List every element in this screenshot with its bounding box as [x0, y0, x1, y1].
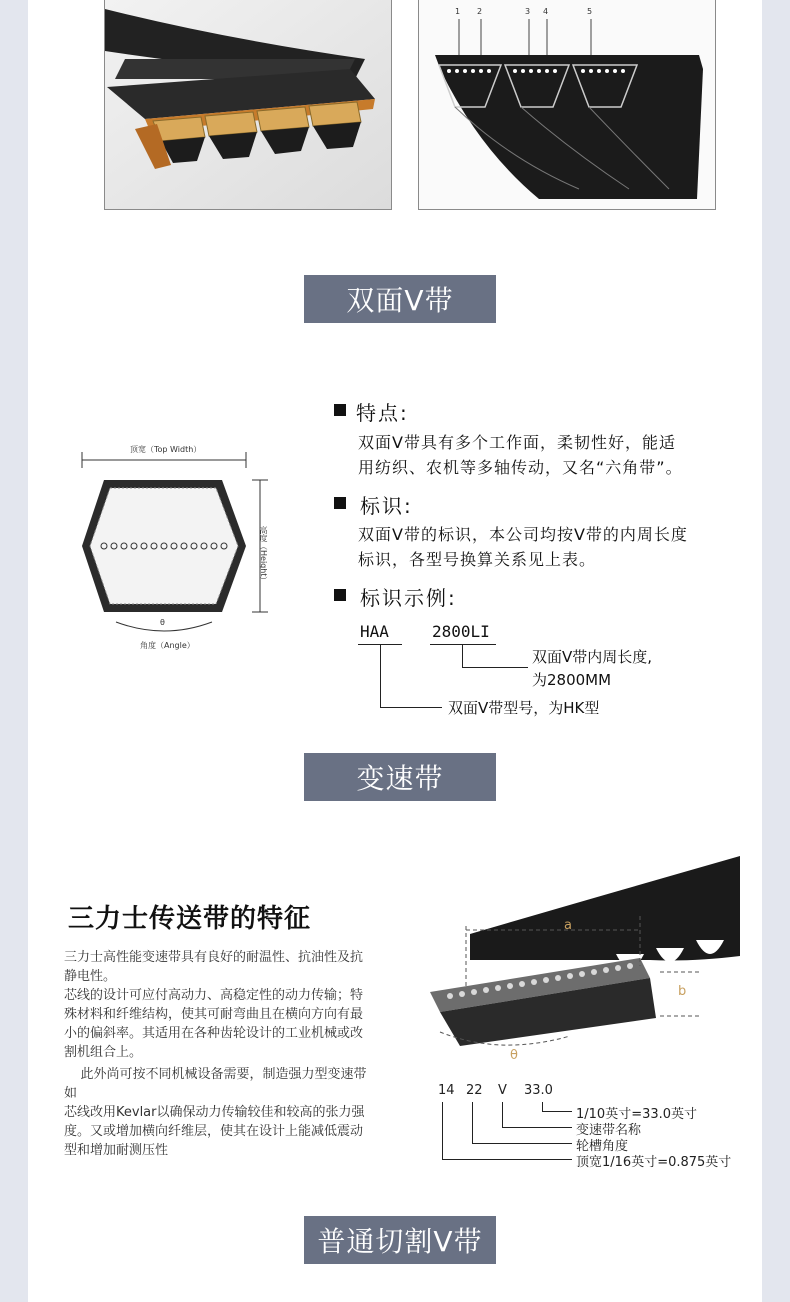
example-code-type: HAA: [360, 622, 389, 641]
example-ann-length-1: 双面V带内周长度,: [532, 648, 653, 666]
cross-section-label-4: 4: [543, 7, 549, 16]
vs-ann-4: 顶宽1/16英寸=0.875英寸: [576, 1155, 732, 1170]
sanlishi-line-5: 小的偏斜率。其适用在各种齿轮设计的工业机械或改: [64, 1026, 364, 1041]
vs-code-33: 33.0: [524, 1083, 553, 1098]
cross-section-label-1: 1: [455, 7, 461, 16]
features-line-1: 双面V带具有多个工作面，柔韧性好，能适: [358, 433, 676, 452]
vs-ann-3: 轮槽角度: [576, 1139, 629, 1154]
example-connector-length-h: [462, 667, 528, 668]
hex-height-label: 高度（Height）: [259, 526, 268, 585]
vs-label-theta: θ: [510, 1048, 518, 1063]
vs-code-14: 14: [438, 1083, 455, 1098]
example-underline-length: [430, 644, 496, 645]
marking-line-1: 双面V带的标识，本公司均按V带的内周长度: [358, 525, 688, 544]
section-banner-double-v: 双面V带: [304, 275, 496, 323]
vs-connector-4-v: [442, 1102, 443, 1160]
variable-speed-belt-diagram: [400, 856, 744, 1076]
vs-connector-2-h: [502, 1127, 572, 1128]
bullet-square-features: [334, 404, 346, 416]
example-title: 标识示例:: [360, 586, 457, 610]
cross-section-label-2: 2: [477, 7, 483, 16]
section-banner-variable-speed: 变速带: [304, 753, 496, 801]
sanlishi-line-6: 割机组合上。: [64, 1045, 143, 1060]
marking-title: 标识:: [360, 494, 413, 518]
sanlishi-line-10: 度。又或增加横向纤维层，使其在设计上能减低震动: [64, 1124, 364, 1139]
features-line-2: 用纺织、农机等多轴传动，又名“六角带”。: [358, 458, 683, 477]
hex-top-width-label: 顶宽（Top Width）: [130, 445, 202, 454]
hex-angle-label: 角度（Angle）: [140, 641, 195, 650]
sanlishi-line-2: 静电性。: [64, 969, 117, 984]
vs-connector-3-v: [472, 1102, 473, 1144]
bullet-square-marking: [334, 497, 346, 509]
vs-ann-1: 1/10英寸=33.0英寸: [576, 1107, 698, 1122]
sanlishi-line-7: 此外尚可按不同机械设备需要，制造强力型变速带: [64, 1067, 367, 1082]
example-ann-length-2: 为2800MM: [532, 671, 612, 689]
sanlishi-line-8: 如: [64, 1086, 78, 1101]
banded-belt-illustration: [105, 0, 391, 209]
banded-belt-photo: [104, 0, 392, 210]
sanlishi-line-11: 型和增加耐测压性: [64, 1143, 169, 1158]
hex-cross-section: [76, 436, 280, 656]
sanlishi-line-3: 芯线的设计可应付高动力、高稳定性的动力传输；特: [64, 988, 364, 1003]
example-code-length: 2800LI: [432, 622, 490, 641]
section-banner-ordinary-cut: 普通切割V带: [304, 1216, 496, 1264]
vs-connector-4-h: [442, 1159, 572, 1160]
cross-section-label-5: 5: [587, 7, 593, 16]
vs-connector-2-v: [502, 1102, 503, 1128]
marking-line-2: 标识，各型号换算关系见上表。: [358, 550, 597, 569]
example-connector-type-h: [380, 707, 442, 708]
sanlishi-title: 三力士传送带的特征: [68, 904, 312, 934]
sanlishi-line-1: 三力士高性能变速带具有良好的耐温性、抗油性及抗: [64, 950, 364, 965]
sanlishi-line-4: 殊材料和纤维结构，使其可耐弯曲且在横向方向有最: [64, 1007, 364, 1022]
vs-connector-1-h: [542, 1111, 572, 1112]
hex-angle-symbol: θ: [160, 618, 165, 627]
vs-label-b: b: [678, 984, 687, 999]
cogged-belt-illustration: [400, 856, 744, 1076]
product-page: [28, 0, 762, 1302]
vs-connector-3-h: [472, 1143, 572, 1144]
vs-ann-2: 变速带名称: [576, 1123, 642, 1138]
vs-code-v: V: [498, 1083, 507, 1098]
features-title: 特点:: [356, 401, 409, 425]
sanlishi-line-9: 芯线改用Kevlar以确保动力传输较佳和较高的张力强: [64, 1105, 365, 1120]
vs-code-22: 22: [466, 1083, 483, 1098]
belt-cross-section-diagram: [418, 0, 716, 210]
cross-section-illustration: [419, 0, 715, 209]
example-connector-length-v: [462, 644, 463, 668]
hex-belt-diagram: [76, 436, 280, 656]
vs-label-a: a: [564, 918, 572, 933]
example-connector-type-v: [380, 644, 381, 708]
cross-section-label-3: 3: [525, 7, 531, 16]
bullet-square-example: [334, 589, 346, 601]
example-ann-type: 双面V带型号，为HK型: [448, 699, 600, 717]
